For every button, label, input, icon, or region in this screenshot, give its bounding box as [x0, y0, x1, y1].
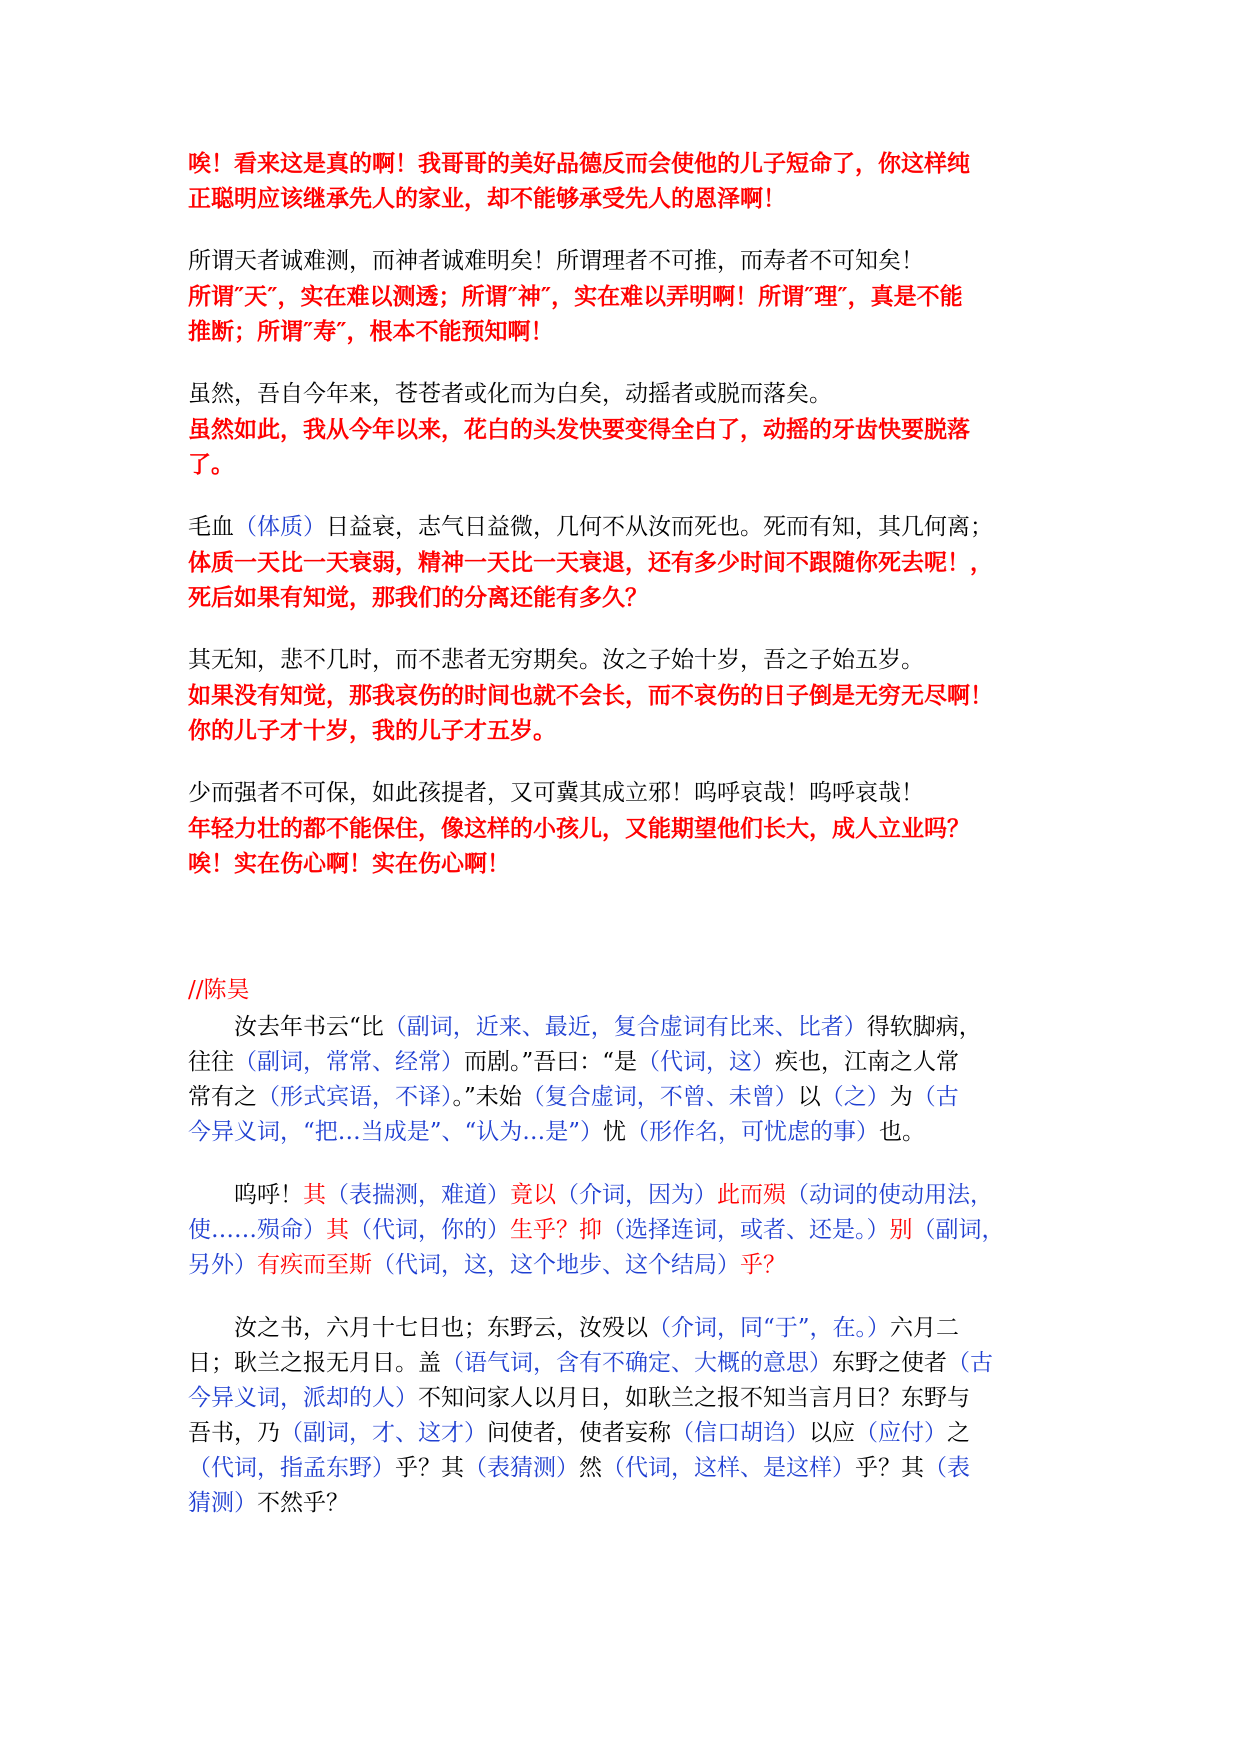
annotation-note: （表: [924, 1455, 970, 1481]
translation-line: 如果没有知觉，那我哀伤的时间也就不会长，而不哀伤的日子倒是无穷无尽啊！: [188, 682, 993, 709]
annotation-note: （复合虚词，不曾、未曾）: [521, 1084, 798, 1110]
original-text: 之: [947, 1420, 970, 1446]
annotation-note: （形式宾语，不译）: [257, 1084, 453, 1110]
text-line: [188, 1248, 1054, 1283]
annotation-note: （古: [947, 1350, 993, 1376]
translation-line: 年轻力壮的都不能保住，像这样的小孩儿，又能期望他们长大，成人立业吗？: [188, 815, 970, 842]
text-line: [188, 1010, 1054, 1045]
text-line: [188, 1486, 1054, 1521]
original-text: 问使者，使者妄称: [487, 1420, 671, 1446]
annotation-note: （代词，指孟东野）: [188, 1455, 395, 1481]
annotation-note: （之）: [820, 1084, 890, 1110]
original-text: 然: [579, 1455, 602, 1481]
annotation-note: （语气词，含有不确定、大概的意思）: [441, 1350, 832, 1376]
original-text: 忧: [603, 1119, 627, 1145]
original-text: 疾也，江南之人常: [775, 1049, 960, 1075]
translation-line: 所谓″天″，实在难以测透；所谓″神″，实在难以弄明啊！所谓″理″，真是不能: [188, 283, 963, 310]
section-heading: //陈昊: [188, 977, 250, 1003]
translation-line: 了。: [188, 451, 234, 478]
annotated-paragraph-3: [188, 1311, 1054, 1521]
annotation-note: （副词，: [912, 1217, 1005, 1243]
text-segment: 毛血: [188, 514, 234, 540]
annotation-note: （代词，这样、是这样）: [602, 1455, 855, 1481]
text-line: [188, 1080, 1054, 1115]
annotation-note: 另外）: [188, 1252, 257, 1278]
highlighted-text: 有疾而至斯: [257, 1252, 372, 1278]
text-line: [188, 1381, 1054, 1416]
document-page: [188, 146, 1054, 1549]
paragraph-3: [188, 377, 1054, 482]
text-line: [188, 1451, 1054, 1486]
text-line: [188, 1346, 1054, 1381]
text-line: [188, 1213, 1054, 1248]
annotated-paragraph-1: [188, 1010, 1054, 1150]
annotation-note: （体质）: [234, 514, 326, 540]
annotation-note: （介词，同“于”，在。）: [648, 1315, 891, 1341]
original-text: 日；耿兰之报无月日。盖: [188, 1350, 441, 1376]
highlighted-text: 乎？: [740, 1252, 786, 1278]
paragraph-6: [188, 776, 1054, 881]
original-text: 。”未始: [452, 1084, 522, 1110]
annotation-note: （代词，这，这个地步、这个结局）: [372, 1252, 740, 1278]
original-text: 不然乎？: [257, 1490, 349, 1516]
annotation-note: （形作名，可忧虑的事）: [626, 1119, 880, 1145]
original-text: 吾书，乃: [188, 1420, 280, 1446]
highlighted-text: 此而殒: [717, 1182, 786, 1208]
annotation-note: 今异义词，“把…当成是”、“认为…是”）: [188, 1119, 604, 1145]
text-line: [188, 1115, 1054, 1150]
annotation-note: （代词，你的）: [349, 1217, 510, 1243]
original-text-line: 少而强者不可保，如此孩提者，又可冀其成立邪！呜呼哀哉！呜呼哀哉！: [188, 780, 924, 806]
annotation-note: （应付）: [855, 1420, 947, 1446]
highlighted-text: 其: [326, 1217, 349, 1243]
annotation-note: （副词，才、这才）: [280, 1420, 487, 1446]
translation-line: 唉！实在伤心啊！实在伤心啊！: [188, 850, 510, 877]
highlighted-text: 生乎？抑: [510, 1217, 602, 1243]
translation-paragraph-1: [188, 146, 1054, 216]
original-text-line: 虽然，吾自今年来，苍苍者或化而为白矣，动摇者或脱而落矣。: [188, 381, 832, 407]
annotation-note: （动词的使动用法，: [786, 1182, 993, 1208]
translation-line: 你的儿子才十岁，我的儿子才五岁。: [188, 717, 556, 744]
original-text: 不知问家人以月日，如耿兰之报不知当言月日？东野与: [418, 1385, 970, 1411]
original-text: 往往: [188, 1049, 234, 1075]
annotation-note: 使……殒命）: [188, 1217, 326, 1243]
original-text-line: 其无知，悲不几时，而不悲者无穷期矣。汝之子始十岁，吾之子始五岁。: [188, 647, 924, 673]
translation-line: 虽然如此，我从今年以来，花白的头发快要变得全白了，动摇的牙齿快要脱落: [188, 416, 970, 443]
original-text: 常有之: [188, 1084, 257, 1110]
text-line: [188, 1045, 1054, 1080]
annotation-note: （介词，因为）: [556, 1182, 717, 1208]
annotation-note: 猜测）: [188, 1490, 257, 1516]
annotation-note: （信口胡诌）: [671, 1420, 809, 1446]
original-text: 而剧。”吾曰：“是: [464, 1049, 638, 1075]
original-text: 东野之使者: [832, 1350, 947, 1376]
annotated-paragraph-2: [188, 1178, 1054, 1283]
paragraph-2: [188, 244, 1054, 349]
paragraph-5: [188, 643, 1054, 748]
text-segment: 日益衰，志气日益微，几何不从汝而死也。死而有知，其几何离；: [326, 514, 993, 540]
original-text: 乎？其: [395, 1455, 464, 1481]
original-text: 得软脚病，: [866, 1014, 982, 1040]
paragraph-4: [188, 510, 1054, 615]
original-text: 汝之书，六月十七日也；东野云，汝殁以: [188, 1315, 648, 1341]
annotation-note: （古: [912, 1084, 959, 1110]
annotation-note: （副词，近来、最近，复合虚词有比来、比者）: [383, 1014, 867, 1040]
text-line: [188, 1178, 1054, 1213]
highlighted-text: 竟以: [510, 1182, 556, 1208]
original-text: 以: [797, 1084, 821, 1110]
original-text: 呜呼！: [188, 1182, 303, 1208]
translation-line: 死后如果有知觉，那我们的分离还能有多久？: [188, 584, 648, 611]
highlighted-text: 其: [303, 1182, 326, 1208]
highlighted-text: 别: [889, 1217, 913, 1243]
annotation-note: （表猜测）: [464, 1455, 579, 1481]
original-text: 六月二: [890, 1315, 960, 1341]
text-line: 唉！看来这是真的啊！我哥哥的美好品德反而会使他的儿子短命了，你这样纯: [188, 150, 970, 177]
original-text: 汝去年书云“比: [188, 1014, 384, 1040]
annotation-note: （选择连词，或者、还是。）: [602, 1217, 890, 1243]
translation-line: 体质一天比一天衰弱，精神一天比一天衰退，还有多少时间不跟随你死去呢！，: [188, 549, 993, 576]
original-text: 乎？其: [855, 1455, 924, 1481]
original-text: 也。: [879, 1119, 926, 1145]
text-line: 正聪明应该继承先人的家业，却不能够承受先人的恩泽啊！: [188, 185, 786, 212]
annotation-note: （表揣测，难道）: [326, 1182, 510, 1208]
original-text: 以应: [809, 1420, 855, 1446]
text-line: [188, 1311, 1054, 1346]
annotation-note: 今异义词，派却的人）: [188, 1385, 418, 1411]
annotation-note: （代词，这）: [637, 1049, 776, 1075]
original-text: 为: [889, 1084, 913, 1110]
translation-line: 推断；所谓″寿″，根本不能预知啊！: [188, 318, 554, 345]
annotation-note: （副词，常常、经常）: [234, 1049, 464, 1075]
original-text-line: 所谓天者诚难测，而神者诚难明矣！所谓理者不可推，而寿者不可知矣！: [188, 248, 924, 274]
text-line: [188, 1416, 1054, 1451]
original-text-line: [188, 510, 1054, 545]
